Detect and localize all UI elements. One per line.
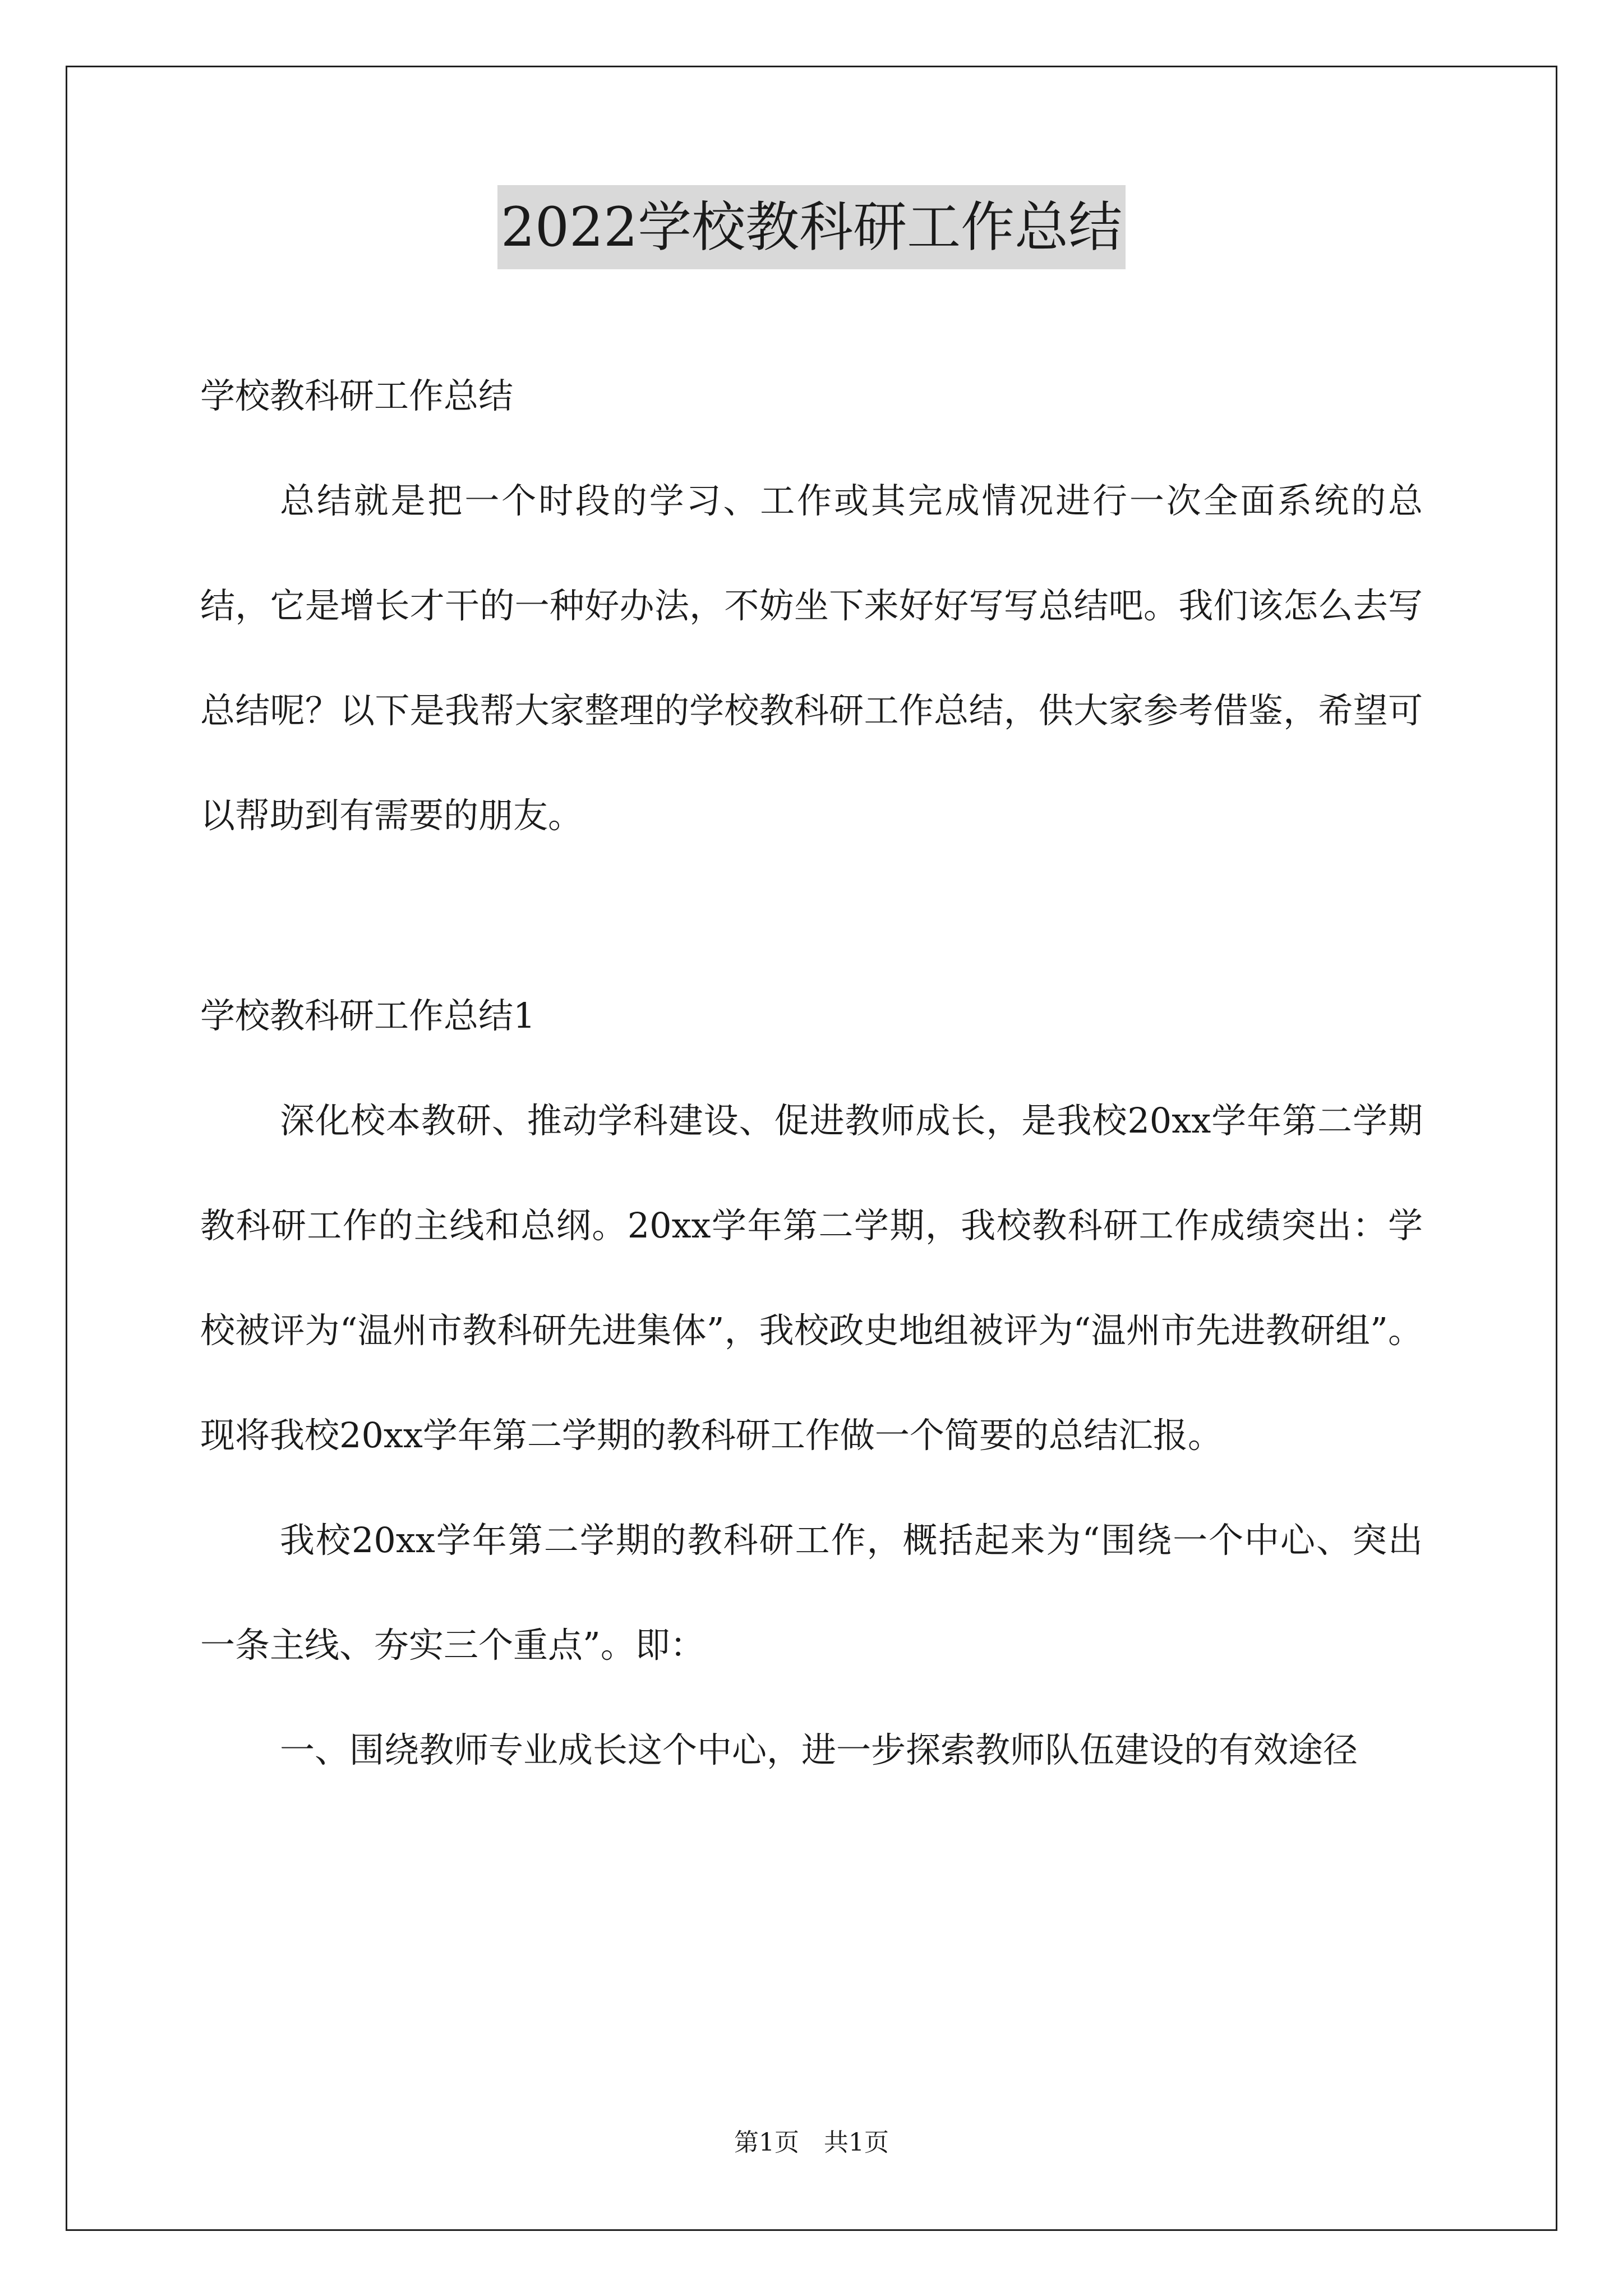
- document-title: [200, 185, 1423, 282]
- document-subtitle: 学校教科研工作总结: [200, 375, 514, 416]
- document-body: [200, 185, 1423, 1802]
- body-paragraph: 一、围绕教师专业成长这个中心，进一步探索教师队伍建设的有效途径: [280, 1729, 1358, 1770]
- document-title-text: 2022学校教科研工作总结: [497, 185, 1126, 269]
- section-gap: [200, 868, 1423, 963]
- body-paragraph: 我校20xx学年第二学期的教科研工作，概括起来为“围绕一个中心、突出一条主线、夯实三个重点”。即：: [200, 1520, 1423, 1665]
- page-footer: 第1页 共1页: [734, 2128, 889, 2157]
- body-paragraph: 深化校本教研、推动学科建设、促进教师成长，是我校20xx学年第二学期教科研工作的主线和总纲。20xx学年第二学期，我校教科研工作成绩突出：学校被评为“温州市教科研先进集体”，我校政史地组被评为“温州市先进教研组”。现将我校20xx学年第二学期的教科研工作做一个简要的总结汇报。: [200, 1100, 1423, 1456]
- section-heading: 学校教科研工作总结1: [200, 995, 536, 1036]
- intro-paragraph: 总结就是把一个时段的学习、工作或其完成情况进行一次全面系统的总结，它是增长才干的一种好办法，不妨坐下来好好写写总结吧。我们该怎么去写总结呢？以下是我帮大家整理的学校教科研工作总结，供大家参考借鉴，希望可以帮助到有需要的朋友。: [200, 480, 1423, 836]
